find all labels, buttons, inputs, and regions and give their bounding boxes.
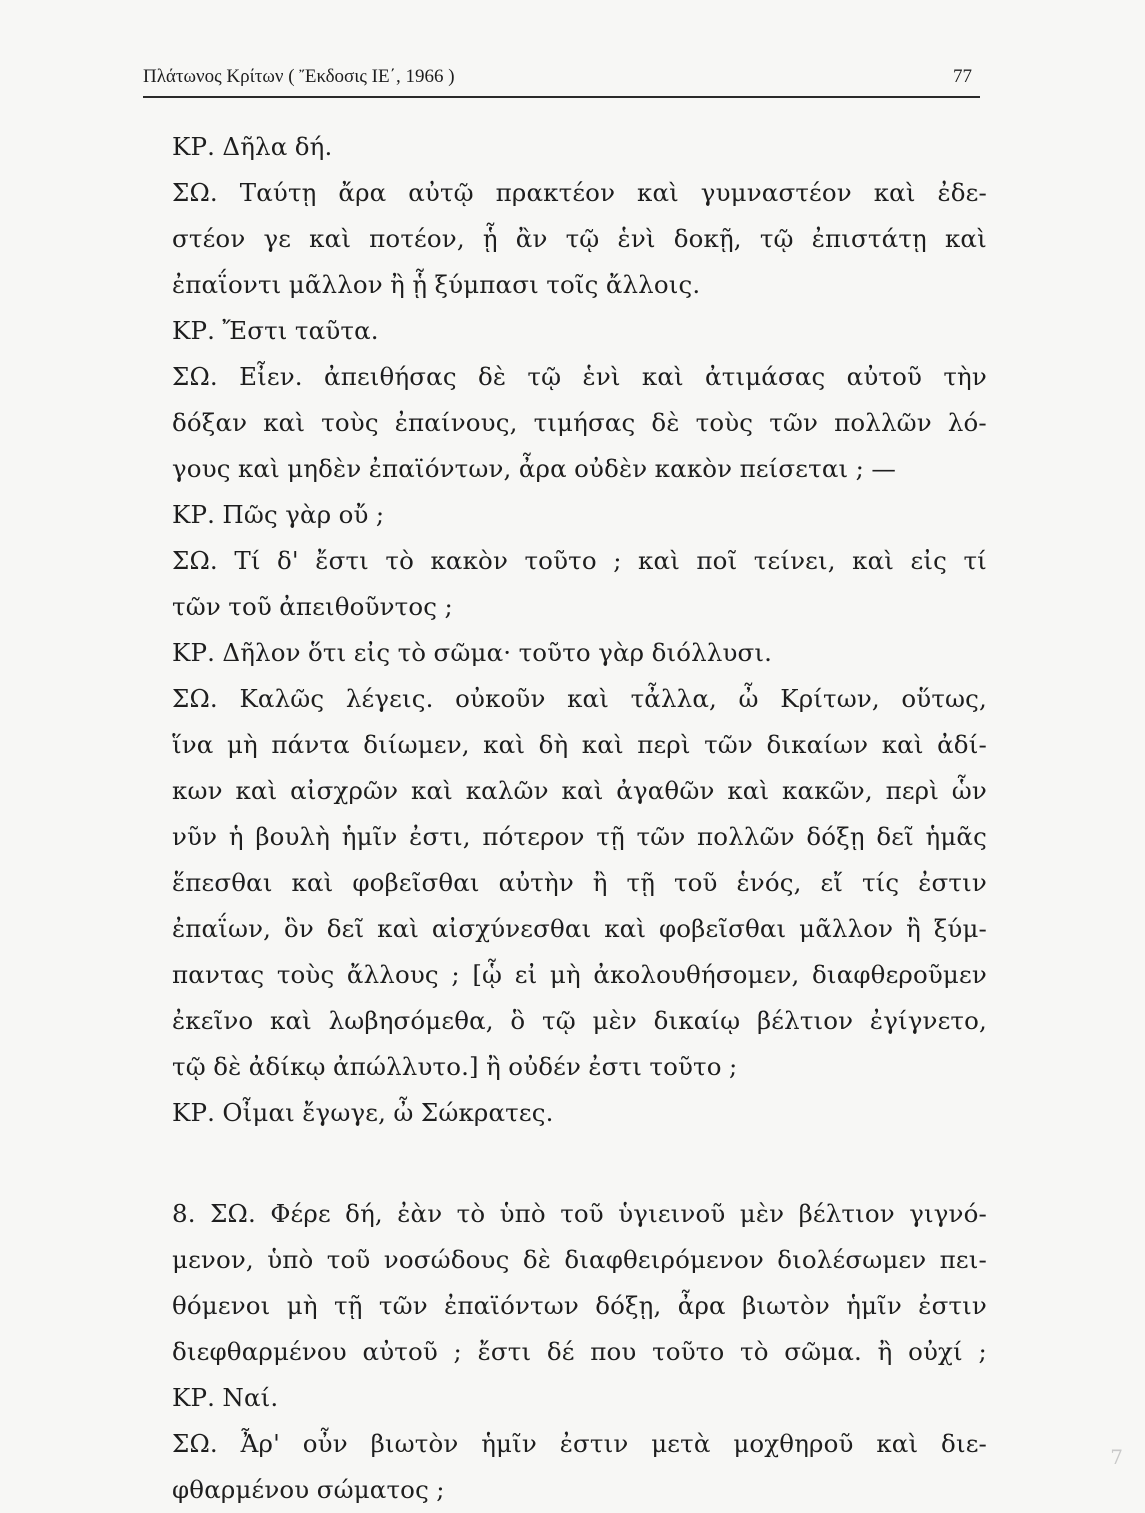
text-line: φθαρμένου σώματος ; (172, 1475, 445, 1504)
text-line: ΣΩ. Τί δ' ἔστι τὸ κακὸν τοῦτο ; καὶ ποῖ τείνει, καὶ εἰς τί (172, 546, 987, 575)
text-line: διεφθαρμένου αὐτοῦ ; ἔστι δέ που τοῦτο τὸ σῶμα. ἢ οὐχί ; (172, 1337, 987, 1366)
text-line: ΣΩ. Καλῶς λέγεις. οὐκοῦν καὶ τἆλλα, ὦ Κρίτων, οὕτως, (172, 684, 987, 713)
dialogue-text (172, 124, 987, 1513)
speech-paragraph (172, 492, 987, 538)
speech-paragraph (172, 1090, 987, 1136)
text-line: ἐπαΐοντι μᾶλλον ἢ ᾗ ξύμπασι τοῖς ἄλλοις. (172, 270, 701, 299)
speech-paragraph (172, 538, 987, 630)
section-gap (172, 1136, 987, 1191)
text-line: ἵνα μὴ πάντα διίωμεν, καὶ δὴ καὶ περὶ τῶν δικαίων καὶ ἀδί- (172, 730, 987, 759)
text-line: ΣΩ. Ταύτῃ ἄρα αὐτῷ πρακτέον καὶ γυμναστέον καὶ ἐδε- (172, 178, 987, 207)
text-line: ΣΩ. Εἶεν. ἀπειθήσας δὲ τῷ ἑνὶ καὶ ἀτιμάσας αὐτοῦ τὴν (172, 362, 987, 391)
text-line: γους καὶ μηδὲν ἐπαϊόντων, ἆρα οὐδὲν κακὸν πείσεται ; — (172, 454, 897, 483)
speech-paragraph (172, 676, 987, 1090)
text-line: ΚΡ. Δῆλα δή. (172, 132, 333, 161)
speech-paragraph (172, 1191, 987, 1375)
speech-paragraph (172, 170, 987, 308)
text-line: κων καὶ αἰσχρῶν καὶ καλῶν καὶ ἀγαθῶν καὶ κακῶν, περὶ ὧν (172, 776, 987, 805)
header-rule (143, 96, 980, 98)
text-line: ἐκεῖνο καὶ λωβησόμεθα, ὃ τῷ μὲν δικαίῳ βέλτιον ἐγίγνετο, (172, 1006, 987, 1035)
text-line: τῶν τοῦ ἀπειθοῦντος ; (172, 592, 453, 621)
speech-paragraph (172, 630, 987, 676)
running-header (143, 66, 978, 96)
text-line: στέον γε καὶ ποτέον, ᾗ ἂν τῷ ἑνὶ δοκῇ, τῷ ἐπιστάτῃ καὶ (172, 224, 987, 253)
text-line: ΚΡ. Ναί. (172, 1383, 279, 1412)
text-line: παντας τοὺς ἄλλους ; [ᾧ εἰ μὴ ἀκολουθήσομεν, διαφθεροῦμεν (172, 960, 987, 989)
page-number: 77 (953, 66, 972, 87)
text-line: ΚΡ. Οἶμαι ἔγωγε, ὦ Σώκρατες. (172, 1098, 554, 1127)
text-line: ΣΩ. Ἆρ' οὖν βιωτὸν ἡμῖν ἐστιν μετὰ μοχθηροῦ καὶ διε- (172, 1429, 987, 1458)
speech-paragraph (172, 1421, 987, 1513)
text-line: μενον, ὑπὸ τοῦ νοσώδους δὲ διαφθειρόμενον διολέσωμεν πει- (172, 1245, 987, 1274)
speech-paragraph (172, 124, 987, 170)
text-line: 8. ΣΩ. Φέρε δή, ἐὰν τὸ ὑπὸ τοῦ ὑγιεινοῦ μὲν βέλτιον γιγνό- (172, 1199, 987, 1228)
text-line: ἐπαΐων, ὃν δεῖ καὶ αἰσχύνεσθαι καὶ φοβεῖσθαι μᾶλλον ἢ ξύμ- (172, 914, 987, 943)
header-title: Πλάτωνος Κρίτων ( Ἔκδοσις ΙΕ΄, 1966 ) (143, 66, 455, 87)
speech-paragraph (172, 354, 987, 492)
text-line: ΚΡ. Πῶς γὰρ οὔ ; (172, 500, 385, 529)
margin-mark: 7 (1110, 1445, 1123, 1469)
text-line: νῦν ἡ βουλὴ ἡμῖν ἐστι, πότερον τῇ τῶν πολλῶν δόξῃ δεῖ ἡμᾶς (172, 822, 987, 851)
speech-paragraph (172, 308, 987, 354)
text-line: δόξαν καὶ τοὺς ἐπαίνους, τιμήσας δὲ τοὺς τῶν πολλῶν λό- (172, 408, 987, 437)
text-line: θόμενοι μὴ τῇ τῶν ἐπαϊόντων δόξῃ, ἆρα βιωτὸν ἡμῖν ἐστιν (172, 1291, 987, 1320)
text-line: τῷ δὲ ἀδίκῳ ἀπώλλυτο.] ἢ οὐδέν ἐστι τοῦτο ; (172, 1052, 738, 1081)
text-line: ΚΡ. Δῆλον ὅτι εἰς τὸ σῶμα· τοῦτο γὰρ διόλλυσι. (172, 638, 773, 667)
text-line: ΚΡ. Ἔστι ταῦτα. (172, 316, 379, 345)
speech-paragraph (172, 1375, 987, 1421)
text-line: ἕπεσθαι καὶ φοβεῖσθαι αὐτὴν ἢ τῇ τοῦ ἑνός, εἴ τίς ἐστιν (172, 868, 987, 897)
